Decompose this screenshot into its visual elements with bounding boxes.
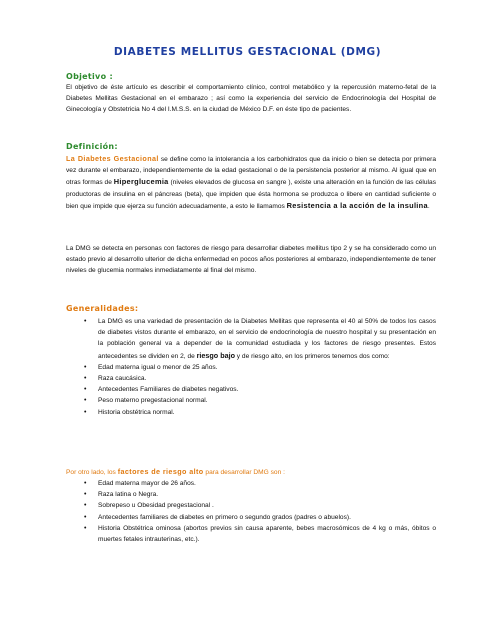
- bullet-icon: •: [84, 524, 87, 532]
- list-item: [84, 489, 436, 500]
- list-item: [84, 407, 436, 418]
- list-item: [84, 362, 436, 373]
- definicion-paragraph: [66, 153, 436, 212]
- objetivo-heading: Objetivo :: [66, 72, 113, 81]
- bullet-icon: •: [84, 397, 87, 405]
- bullet-icon: •: [84, 375, 87, 383]
- list-item-text: Antecedentes Familiares de diabetes negativos.: [98, 386, 239, 394]
- list-item-text: Historia Obstétrica ominosa (abortos previos sin causa aparente, bebes macrosómicos de 4 kg o más, óbitos o muertes fetales intrauterinas, etc.).: [98, 524, 436, 544]
- generalidades-heading: Generalidades:: [66, 304, 139, 313]
- list-item-text: Raza caucásica.: [98, 375, 147, 383]
- generalidades-list: [84, 316, 436, 418]
- generalidades-item-1a: La DMG es una variedad de presentación de la Diabetes Mellitas que representa el 40 al 50% de todos los casos de diabetes vistos durante el embarazo, en el servicio de endocrinología de nuestro hospital y su presentación en la población general va a depender de la comunidad estudiada y los factores de riesgo presentes. Estos antecedentes se dividen en 2, de: [98, 318, 436, 360]
- list-item: [84, 316, 436, 362]
- list-item: [84, 478, 436, 489]
- alto-suffix: para desarrollar DMG son :: [203, 469, 285, 476]
- list-item: [84, 384, 436, 395]
- bullet-icon: •: [84, 491, 87, 499]
- list-item-text: Peso materno pregestacional normal.: [98, 397, 208, 405]
- bullet-icon: •: [84, 513, 87, 521]
- list-item-text: Antecedentes familiares de diabetes en primero o segundo grados (padres o abuelos).: [98, 513, 351, 521]
- definicion-text-1: se define como la intolerancia a los carbohidratos que da inicio o bien se detecta por primera vez durante el embarazo, independientemente de la edad gestacional o de la persistencia posterior al mismo. Al igual que en otras formas de: [66, 156, 436, 187]
- list-item-text: Edad materna igual o menor de 25 años.: [98, 363, 218, 371]
- definicion-term: La Diabetes Gestacional: [66, 154, 159, 163]
- list-item-text: Edad materna mayor de 26 años.: [98, 480, 196, 487]
- bullet-icon: •: [84, 502, 87, 510]
- list-item: [84, 523, 436, 545]
- list-item: [84, 500, 436, 511]
- bullet-icon: •: [84, 386, 87, 394]
- dmg-paragraph: La DMG se detecta en personas con factores de riesgo para desarrollar diabetes mellitus tipo 2 y se ha considerado como un estado previo al desarrollo ulterior de dicha enfermedad en pocos años posteriores al embarazo, independientemente de tener niveles de glucemia normales inmediatamente al final del mismo.: [66, 245, 436, 275]
- list-item: [84, 373, 436, 384]
- hiperglucemia-term: Hiperglucemia: [113, 177, 169, 187]
- document-title: DIABETES MELLITUS GESTACIONAL (DMG): [113, 46, 382, 58]
- bullet-icon: •: [84, 408, 87, 416]
- list-item-text: Sobrepeso u Obesidad pregestacional .: [98, 502, 214, 510]
- bullet-icon: •: [84, 480, 87, 487]
- objetivo-paragraph: El objetivo de éste artículo es describir el comportamiento clínico, control metabólico y la repercusión materno-fetal de la Diabetes Mellitas Gestacional en el embarazo ; así como la experiencia del servicio de Endocrinología del Hospital de Ginecología y Obstetricia No 4 del I.M.S.S. en la ciudad de México D.F. en éste tipo de pacientes.: [66, 84, 436, 114]
- riesgo-alto-term: factores de riesgo alto: [117, 467, 204, 476]
- alto-list: [84, 478, 436, 545]
- alto-prefix: Por otro lado, los: [66, 469, 118, 476]
- definicion-text-2: (niveles elevados de glucosa en sangre ), existe una alteración en la función de las células productoras de insulina en el páncreas (beta), que impiden que ésta hormona se produzca o libere en cantidad suficiente o bien que impide que ejerza su función adecuadamente, a esto le llamamos: [66, 179, 436, 210]
- definicion-text-3: .: [427, 202, 430, 210]
- alto-intro: [66, 466, 436, 478]
- bullet-icon: •: [84, 363, 87, 371]
- list-item-text: Historia obstétrica normal.: [98, 408, 175, 416]
- bullet-icon: •: [84, 318, 87, 325]
- riesgo-bajo-term: riesgo bajo: [196, 350, 235, 360]
- list-item-text: Raza latina o Negra.: [98, 491, 159, 499]
- generalidades-item-1b: y de riesgo alto, en los primeros tenemos dos como:: [234, 352, 390, 360]
- list-item: [84, 512, 436, 523]
- definicion-heading: Definición:: [66, 142, 118, 151]
- resistencia-term: Resistencia a la acción de la insulina: [286, 200, 428, 210]
- list-item: [84, 395, 436, 406]
